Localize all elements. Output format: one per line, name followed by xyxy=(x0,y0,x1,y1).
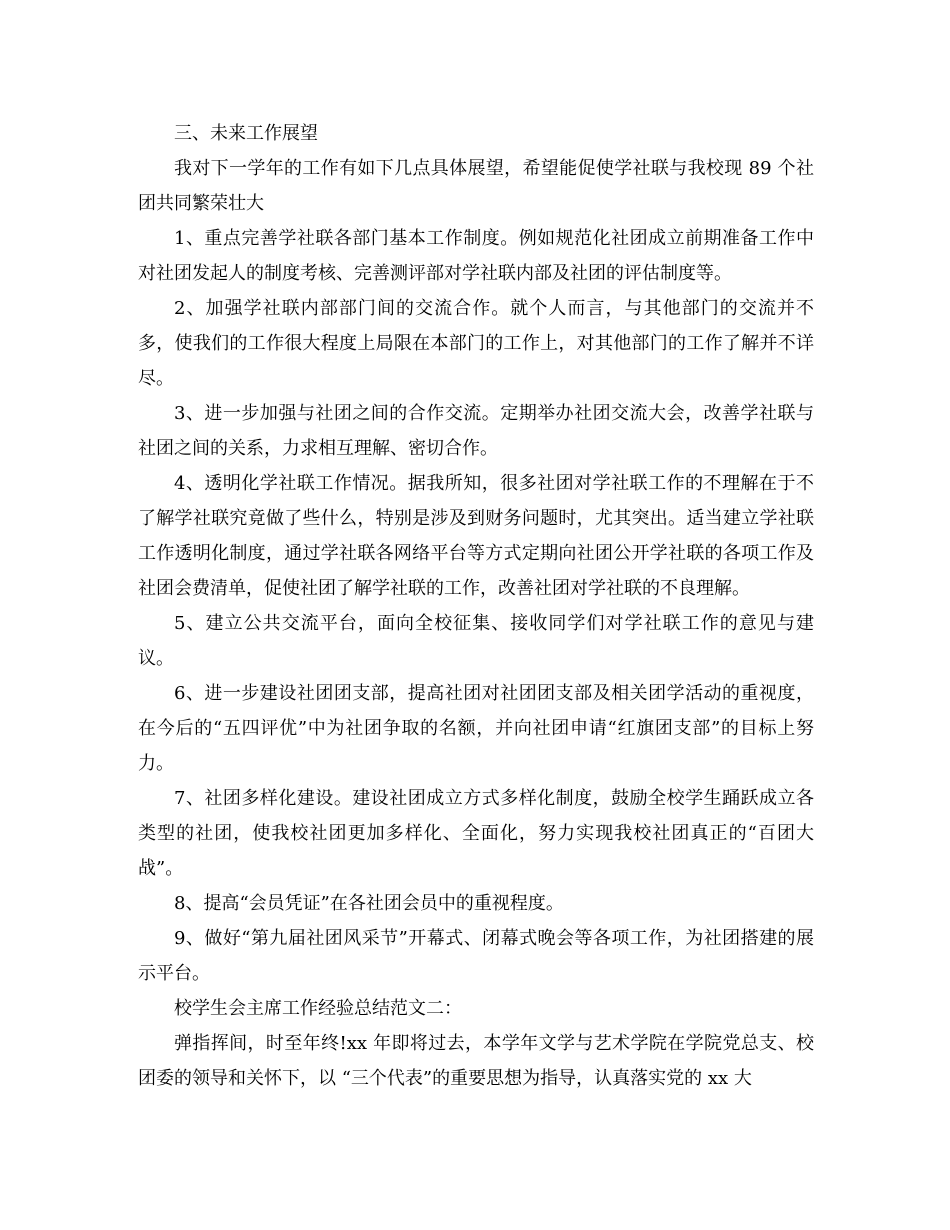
paragraph-intro: 我对下一学年的工作有如下几点具体展望，希望能促使学社联与我校现 89 个社团共同繁荣壮大 xyxy=(138,158,814,214)
list-item: 6、进一步建设社团团支部，提高社团对社团团支部及相关团学活动的重视度，在今后的“五四评优”中为社团争取的名额，并向社团申请“红旗团支部”的目标上努力。 xyxy=(138,683,814,774)
list-item: 3、进一步加强与社团之间的合作交流。定期举办社团交流大会，改善学社联与社团之间的关系，力求相互理解、密切合作。 xyxy=(138,403,814,459)
list-item: 5、建立公共交流平台，面向全校征集、接收同学们对学社联工作的意见与建议。 xyxy=(138,613,814,669)
section-heading: 校学生会主席工作经验总结范文二： xyxy=(174,998,462,1019)
list-item: 4、透明化学社联工作情况。据我所知，很多社团对学社联工作的不理解在于不了解学社联究竟做了些什么，特别是涉及到财务问题时，尤其突出。适当建立学社联工作透明化制度，通过学社联各网络平台等方式定期向社团公开学社联的各项工作及社团会费清单，促使社团了解学社联的工作，改善社团对学社联的不良理解。 xyxy=(138,473,814,599)
list-item: 9、做好“第九届社团风采节”开幕式、闭幕式晚会等各项工作，为社团搭建的展示平台。 xyxy=(138,928,814,984)
paragraph: 弹指挥间，时至年终!xx 年即将过去，本学年文学与艺术学院在学院党总支、校团委的领导和关怀下，以 “三个代表”的重要思想为指导，认真落实党的 xx 大 xyxy=(138,1033,814,1089)
section-heading: 三、未来工作展望 xyxy=(174,123,318,144)
document-body xyxy=(138,116,814,1096)
list-item: 2、加强学社联内部部门间的交流合作。就个人而言，与其他部门的交流并不多，使我们的工作很大程度上局限在本部门的工作上，对其他部门的工作了解并不详尽。 xyxy=(138,298,814,389)
list-item: 8、提高“会员凭证”在各社团会员中的重视程度。 xyxy=(174,893,564,914)
list-item: 1、重点完善学社联各部门基本工作制度。例如规范化社团成立前期准备工作中对社团发起人的制度考核、完善测评部对学社联内部及社团的评估制度等。 xyxy=(138,228,814,284)
list-item: 7、社团多样化建设。建设社团成立方式多样化制度，鼓励全校学生踊跃成立各类型的社团，使我校社团更加多样化、全面化，努力实现我校社团真正的“百团大战”。 xyxy=(138,788,814,879)
